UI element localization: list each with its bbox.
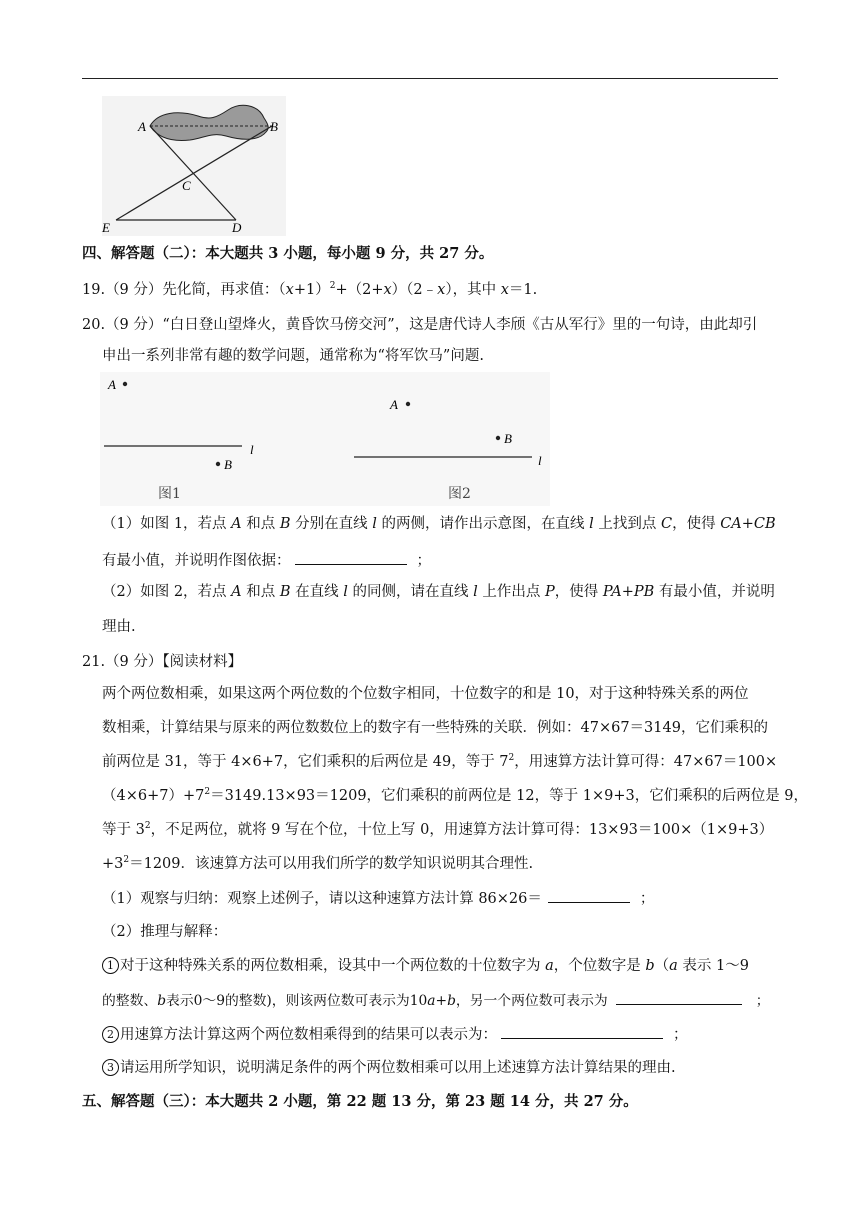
question-21-heading: 21.（9 分）【阅读材料】 bbox=[82, 654, 243, 670]
fig1-label-a: A bbox=[108, 377, 116, 392]
q21-step-2: 2 用速算方法计算这两个两位数相乘得到的结果可以表示为： ； bbox=[102, 1024, 802, 1045]
fig2-caption: 图2 bbox=[448, 486, 471, 502]
q20-part-2-line-1: （2）如图 2，若点 A 和点 B 在直线 l 的同侧，请在直线 l 上作出点 P，使得 PA+PB 有最小值，并说明 bbox=[102, 584, 775, 600]
fig1-caption: 图1 bbox=[158, 486, 181, 502]
question-19: 19.（9 分）先化简，再求值：$(x+1)^2+(2+x)(2﹣x)$，其中 x＝1. bbox=[82, 281, 538, 298]
fig2-label-l: l bbox=[538, 453, 542, 468]
q21-step-1-line-2: 的整数、b表示0～9的整数)，则该两位数可表示为10a+b，另一个两位数可表示为 ； bbox=[102, 990, 802, 1011]
question-20-line-1: 20.（9 分）“白日登山望烽火，黄昏饮马傍交河”，这是唐代诗人李颀《古从军行》里的一句诗，由此却引 bbox=[82, 317, 758, 333]
q21-text-6: $+3^2=1209$．该速算方法可以用我们所学的数学知识说明其合理性. bbox=[102, 855, 534, 872]
label-a: A bbox=[138, 119, 146, 134]
fig2-point-a bbox=[406, 402, 410, 406]
q21-text-4: $(4\times 6+7)+7^2=3149.13\times 93=1209$，它们乘积的前两位是 12，等于 1×9+3，它们乘积的后两位是 9， bbox=[102, 787, 809, 804]
fig1-label-l: l bbox=[250, 442, 254, 457]
answer-blank-3[interactable] bbox=[616, 990, 742, 1005]
header-rule bbox=[82, 78, 778, 79]
circled-number-1: 1 bbox=[102, 957, 119, 974]
q21-text-2: 数相乘，计算结果与原来的两位数数位上的数字有一些特殊的关联．例如：47×67＝3149，它们乘积的 bbox=[102, 720, 768, 736]
q20-part-2-line-2: 理由. bbox=[102, 619, 136, 635]
circled-number-3: 3 bbox=[102, 1059, 119, 1076]
label-b: B bbox=[270, 119, 278, 134]
fig2-label-b: B bbox=[504, 431, 512, 446]
q20-part-1-line-1: （1）如图 1，若点 A 和点 B 分别在直线 l 的两侧，请作出示意图，在直线 l 上找到点 C，使得 CA+CB bbox=[102, 516, 776, 532]
section-4-heading: 四、解答题（二）：本大题共 3 小题，每小题 9 分，共 27 分。 bbox=[82, 245, 494, 262]
question-20-line-2: 申出一系列非常有趣的数学问题，通常称为“将军饮马”问题. bbox=[102, 348, 484, 364]
fig1-point-a bbox=[123, 382, 127, 386]
q21-step-1-line-1: 1 对于这种特殊关系的两位数相乘，设其中一个两位数的十位数字为 a，个位数字是 b（a 表示 1～9 bbox=[102, 956, 802, 976]
figure-1-2 bbox=[100, 372, 550, 506]
fig1-point-b bbox=[216, 462, 220, 466]
q21-text-5: 等于 $3^2$，不足两位，就将 9 写在个位，十位上写 0，用速算方法计算可得：13×93＝100×（1×9+3） bbox=[102, 821, 774, 838]
answer-blank-2[interactable] bbox=[548, 888, 630, 903]
q21-text-1: 两个两位数相乘，如果这两个两位数的个位数字相同，十位数字的和是 10，对于这种特殊关系的两位 bbox=[102, 686, 749, 702]
answer-blank-4[interactable] bbox=[501, 1024, 663, 1039]
fig2-point-b bbox=[496, 436, 500, 440]
q21-sub-1: （1）观察与归纳：观察上述例子，请以这种速算方法计算 86×26＝ ； bbox=[102, 888, 802, 909]
section-5-heading: 五、解答题（三）：本大题共 2 小题，第 22 题 13 分，第 23 题 14 分，共 27 分。 bbox=[82, 1093, 638, 1110]
q21-step-3: 3 请运用所学知识，说明满足条件的两个两位数相乘可以用上述速算方法计算结果的理由. bbox=[102, 1058, 802, 1078]
fig1-label-b: B bbox=[224, 457, 232, 472]
answer-blank-1[interactable] bbox=[295, 550, 407, 565]
label-d: D bbox=[232, 220, 242, 235]
q21-sub-2: （2）推理与解释： bbox=[102, 924, 228, 940]
label-c: C bbox=[182, 178, 191, 193]
lake-figure bbox=[98, 96, 288, 236]
q20-part-1-line-2: 有最小值，并说明作图依据： ； bbox=[102, 550, 802, 571]
circled-number-2: 2 bbox=[102, 1026, 119, 1043]
fig2-label-a: A bbox=[390, 397, 398, 412]
label-e: E bbox=[102, 220, 110, 235]
q21-text-3: 前两位是 31，等于 4×6+7，它们乘积的后两位是 49，等于 $7^2$，用速算方法计算可得：47×67＝100× bbox=[102, 753, 778, 770]
